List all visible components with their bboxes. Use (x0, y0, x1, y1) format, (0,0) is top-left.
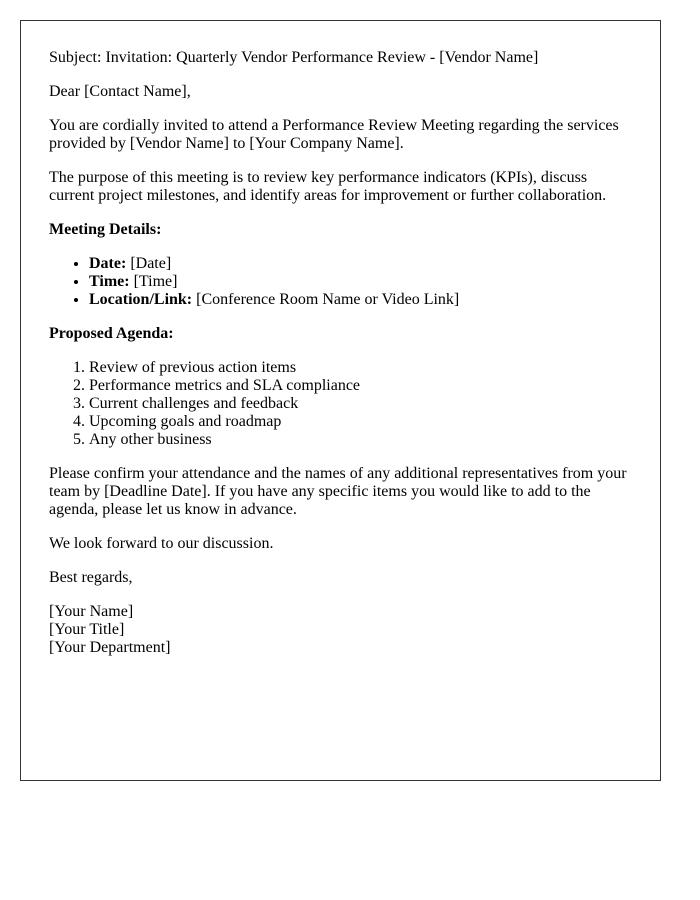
agenda-list (49, 359, 632, 449)
detail-location: • Location/Link: [Conference Room Name or Video Link] (89, 291, 632, 309)
signoff: Best regards, (49, 569, 133, 586)
meeting-details-heading: Meeting Details: (49, 221, 162, 238)
subject-line: Subject: Invitation: Quarterly Vendor Performance Review - [Vendor Name] (49, 49, 539, 66)
detail-time: • Time: [Time] (89, 273, 632, 291)
agenda-item: 5. Any other business (89, 431, 632, 449)
agenda-heading: Proposed Agenda: (49, 325, 174, 342)
greeting: Dear [Contact Name], (49, 83, 191, 100)
agenda-item: 1. Review of previous action items (89, 359, 632, 377)
signature-block (49, 603, 632, 657)
signature-name: [Your Name] (49, 603, 134, 620)
meeting-details-list (49, 255, 632, 309)
agenda-item: 2. Performance metrics and SLA compliance (89, 377, 632, 395)
confirm-paragraph: Please confirm your attendance and the names of any additional representatives from your team by [Deadline Date]. If you have any specific items you would like to add to the agenda, please let us know in advance. (49, 465, 627, 518)
purpose-paragraph: The purpose of this meeting is to review key performance indicators (KPIs), discuss current project milestones, and identify areas for improvement or further collaboration. (49, 169, 607, 204)
signature-department: [Your Department] (49, 639, 171, 656)
detail-date: • Date: [Date] (89, 255, 632, 273)
agenda-item: 3. Current challenges and feedback (89, 395, 632, 413)
signature-title: [Your Title] (49, 621, 125, 638)
closing-line: We look forward to our discussion. (49, 535, 274, 552)
letter-container (20, 20, 661, 781)
agenda-item: 4. Upcoming goals and roadmap (89, 413, 632, 431)
intro-paragraph: You are cordially invited to attend a Performance Review Meeting regarding the services provided by [Vendor Name] to [Your Company Name]. (49, 117, 619, 152)
